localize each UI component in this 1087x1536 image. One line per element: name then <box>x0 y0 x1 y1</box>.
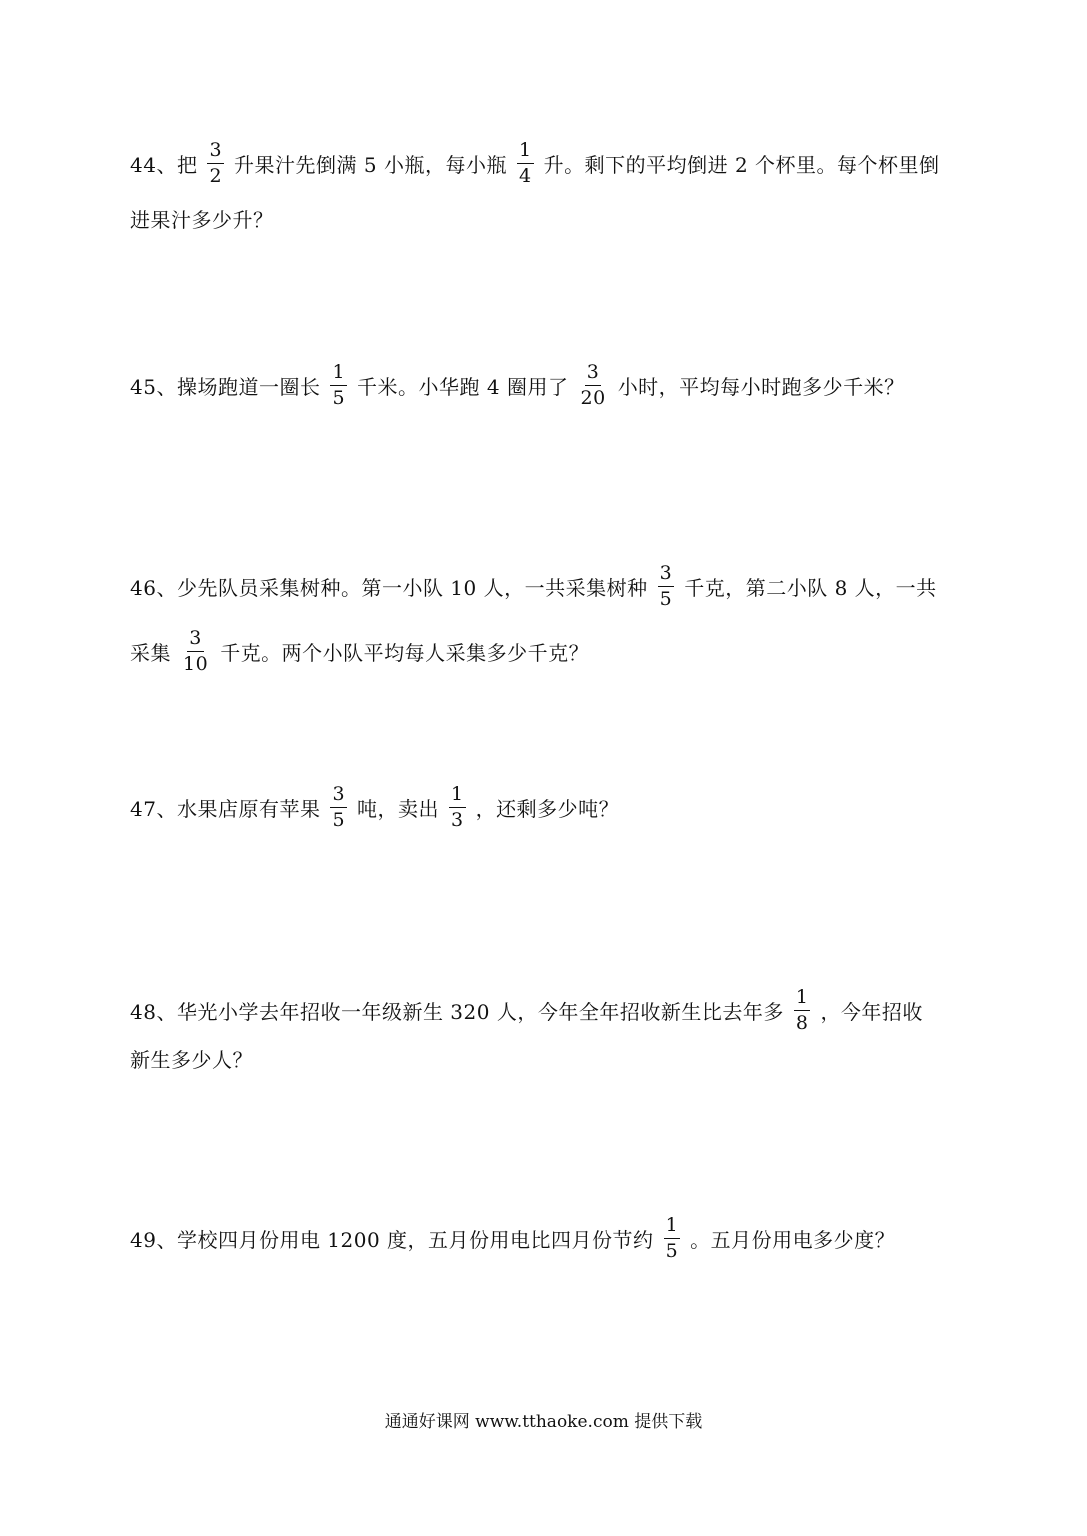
footer-credit: 通通好课网 www.tthaoke.com 提供下载 <box>384 1412 703 1432</box>
fraction-numerator: 3 <box>330 785 347 808</box>
problem-text: 。五月份用电多少度？ <box>690 1227 896 1252</box>
problem-text: ，还剩多少吨？ <box>475 796 620 821</box>
problem-44-line <box>130 188 274 248</box>
fraction-denominator: 20 <box>580 386 606 409</box>
problem-text: 小时，平均每小时跑多少千米？ <box>617 374 905 399</box>
fraction <box>517 138 534 187</box>
fraction <box>207 138 224 187</box>
problem-44-line <box>130 133 940 193</box>
problem-48-line <box>130 1028 253 1088</box>
fraction-denominator: 4 <box>519 164 532 187</box>
problem-text: 47、水果店原有苹果 <box>130 796 321 821</box>
problem-45-line <box>130 355 905 415</box>
fraction <box>181 626 210 675</box>
fraction <box>794 985 811 1034</box>
problem-text: 49、学校四月份用电 1200 度，五月份用电比四月份节约 <box>130 1227 654 1252</box>
fraction-numerator: 1 <box>664 1216 681 1239</box>
fraction-numerator: 1 <box>517 141 534 164</box>
problem-text: ，今年招收 <box>820 999 923 1024</box>
fraction <box>449 782 466 831</box>
fraction-numerator: 1 <box>794 988 811 1011</box>
problem-text: 48、华光小学去年招收一年级新生 320 人，今年全年招收新生比去年多 <box>130 999 784 1024</box>
fraction-numerator: 3 <box>658 564 675 587</box>
problem-text: 45、操场跑道一圈长 <box>130 374 321 399</box>
problem-text: 进果汁多少升？ <box>130 207 274 232</box>
problem-text: 升果汁先倒满 5 小瓶，每小瓶 <box>234 152 507 177</box>
problem-text: 升。剩下的平均倒进 2 个杯里。每个杯里倒 <box>543 152 940 177</box>
problem-text: 46、少先队员采集树种。第一小队 10 人，一共采集树种 <box>130 575 648 600</box>
fraction-denominator: 2 <box>209 164 223 187</box>
fraction <box>579 360 608 409</box>
problem-text: 千克。两个小队平均每人采集多少千克？ <box>220 640 590 665</box>
fraction-numerator: 3 <box>585 363 602 386</box>
fraction-numerator: 1 <box>449 785 466 808</box>
fraction-denominator: 8 <box>795 1011 809 1034</box>
fraction-denominator: 5 <box>665 1239 679 1262</box>
problem-49-line <box>130 1208 895 1268</box>
fraction <box>664 1213 681 1262</box>
fraction-denominator: 5 <box>332 386 346 409</box>
problem-text: 千克，第二小队 8 人，一共 <box>684 575 937 600</box>
fraction-numerator: 3 <box>207 141 224 164</box>
fraction-denominator: 3 <box>451 808 464 831</box>
problem-47-line <box>130 777 619 837</box>
fraction-denominator: 10 <box>183 652 209 675</box>
problem-46-line <box>130 621 589 681</box>
fraction <box>330 782 347 831</box>
problem-text: 44、把 <box>130 152 198 177</box>
fraction-numerator: 3 <box>187 629 204 652</box>
problem-text: 新生多少人？ <box>130 1047 253 1072</box>
fraction <box>330 360 347 409</box>
fraction-denominator: 5 <box>332 808 346 831</box>
problem-text: 千米。小华跑 4 圈用了 <box>357 374 569 399</box>
fraction-denominator: 5 <box>659 587 673 610</box>
problem-text: 采集 <box>130 640 171 665</box>
fraction <box>658 561 675 610</box>
problem-text: 吨，卖出 <box>357 796 440 821</box>
fraction-numerator: 1 <box>330 363 347 386</box>
problem-46-line <box>130 556 937 616</box>
